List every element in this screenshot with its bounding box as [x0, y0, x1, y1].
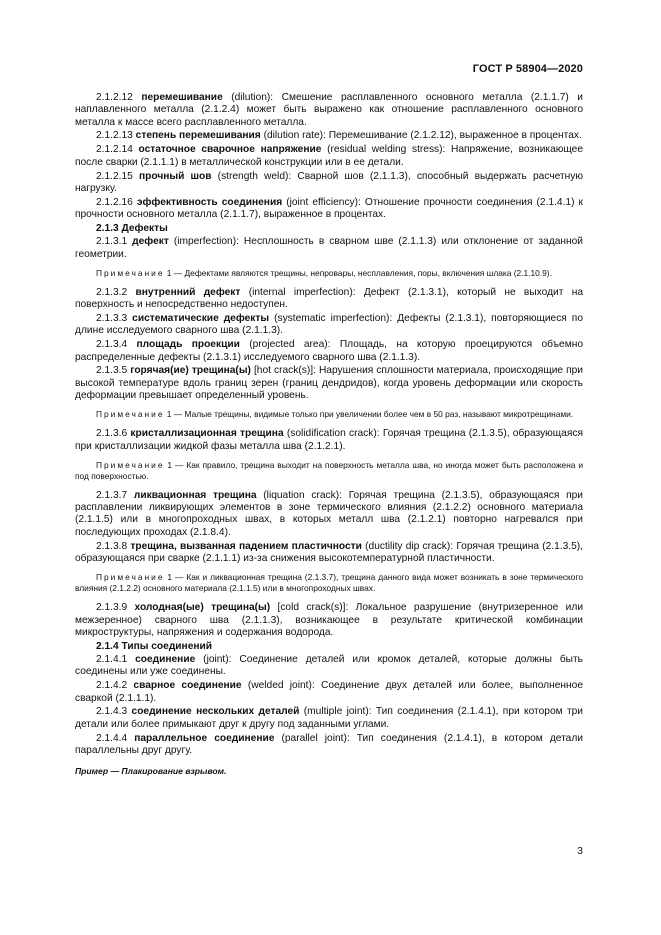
- example-text: Пример — Плакирование взрывом.: [75, 766, 227, 777]
- term-entry: [75, 428, 583, 453]
- note: [75, 268, 583, 279]
- note-text: 1 — Как правило, трещина выходит на поверхность металла шва, но иногда может быть расположена и под поверхностью.: [75, 459, 583, 481]
- page-number: 3: [577, 845, 583, 857]
- term-name: внутренний дефект: [135, 286, 241, 298]
- term-name: прочный шов: [139, 170, 212, 182]
- term-name: сварное соединение: [133, 680, 242, 692]
- term-name: трещина, вызванная падением пластичности: [130, 540, 362, 552]
- term-entry: [75, 339, 583, 364]
- term-definition: (ductility dip crack): Горячая трещина (2.1.3.5), образующаяся при сварке (2.1.1.1) из-за снижения высокотемпературной пластичности.: [75, 540, 583, 564]
- term-entry: [75, 654, 583, 679]
- term-definition: (joint efficiency): Отношение прочности соединения (2.1.4.1) к прочности основного металла (2.1.1.7), выраженное в процентах.: [75, 196, 583, 221]
- term-name: перемешивание: [141, 92, 223, 103]
- term-entry: [75, 287, 583, 312]
- term-entry: [75, 733, 583, 758]
- term-name: ликвационная трещина: [133, 489, 257, 501]
- term-definition: (liquation crack): Горячая трещина (2.1.3.5), образующаяся при расплавлении ликвирующих элементов в зоне термического влияния (2.1.2.2) основного материала (2.1.1.5) или в многопроходных швах, в которых металл шва (2.1.2.1) повторно нагревался при последующих проходах (2.1.8.4).: [75, 489, 583, 538]
- term-name: площадь проекции: [136, 339, 240, 351]
- term-number: 2.1.3.2: [96, 286, 128, 298]
- term-entry: [75, 365, 583, 402]
- term-definition: (projected area): Площадь, на которую проецируются объемно распределенные дефекты (2.1.3.1) исследуемого сварного шва (2.1.1.3).: [75, 339, 583, 363]
- note-label: Примечание: [96, 572, 165, 583]
- term-number: 2.1.3.1: [96, 236, 128, 248]
- term-entry: [75, 144, 583, 169]
- term-entry: [75, 130, 583, 142]
- term-number: 2.1.3.4: [96, 339, 128, 351]
- term-entry: [75, 313, 583, 338]
- term-definition: (solidification crack): Горячая трещина (2.1.3.5), образующаяся при кристаллизации жидкой фазы металла шва (2.1.2.1).: [75, 428, 583, 452]
- term-definition: (systematic imperfection): Дефекты (2.1.3.1), повторяющиеся по длине исследуемого сварного шва (2.1.1.3).: [75, 313, 583, 337]
- term-entry: [75, 92, 583, 129]
- term-number: 2.1.2.12: [96, 92, 133, 103]
- term-number: 2.1.2.15: [96, 170, 133, 182]
- term-name: параллельное соединение: [134, 732, 275, 744]
- term-entry: [75, 197, 583, 222]
- section-heading: 2.1.4 Типы соединений: [96, 640, 213, 652]
- section-heading: 2.1.3 Дефекты: [96, 222, 168, 234]
- term-entry: [75, 706, 583, 731]
- term-number: 2.1.2.14: [96, 144, 133, 156]
- term-entry: [75, 541, 583, 566]
- note-text: 1 — Малые трещины, видимые только при увеличении более чем в 50 раз, называют микротрещинами.: [164, 409, 574, 420]
- term-definition: (dilution rate): Перемешивание (2.1.2.12), выраженное в процентах.: [260, 130, 582, 142]
- term-entry: [75, 490, 583, 539]
- term-number: 2.1.2.13: [96, 130, 133, 142]
- term-name: холодная(ые) трещина(ы): [134, 602, 271, 614]
- term-definition: [hot crack(s)]: Нарушения сплошности материала, происходящие при высокой температуре вдоль границ зерен (границ дендридов), когда уровень деформации или скорость деформации превышает определенный уровень.: [75, 365, 583, 401]
- note-label: Примечание: [96, 459, 165, 470]
- term-entry: [75, 236, 583, 261]
- term-number: 2.1.4.4: [96, 732, 128, 744]
- term-number: 2.1.2.16: [96, 196, 133, 208]
- term-definition: (parallel joint): Тип соединения (2.1.4.1), в котором детали параллельны друг другу.: [75, 732, 583, 756]
- term-number: 2.1.3.7: [96, 489, 128, 501]
- term-definition: (strength weld): Сварной шов (2.1.1.3), способный выдержать расчетную нагрузку.: [75, 170, 583, 194]
- term-number: 2.1.3.9: [96, 602, 128, 614]
- note-label: Примечание: [96, 267, 165, 278]
- term-definition: (internal imperfection): Дефект (2.1.3.1), который не выходит на поверхность и непосредственно недоступен.: [75, 286, 583, 311]
- term-name: кристаллизационная трещина: [130, 428, 284, 440]
- note-text: 1 — Дефектами являются трещины, непровары, несплавления, поры, включения шлака (2.1.10.9).: [164, 267, 552, 278]
- term-name: степень перемешивания: [135, 130, 261, 142]
- note-text: 1 — Как и ликвационная трещина (2.1.3.7), трещина данного вида может возникать в зоне термического влияния (2.1.2.2) основного материала (2.1.1.5) или в многопроходных швах.: [75, 572, 583, 594]
- term-number: 2.1.3.3: [96, 313, 128, 325]
- term-entry: [75, 171, 583, 196]
- term-definition: (multiple joint): Тип соединения (2.1.4.1), при котором три детали или более примыкают друг к другу под заданными углами.: [75, 706, 583, 730]
- term-definition: (residual welding stress): Напряжение, возникающее после сварки (2.1.1.1) в металлической конструкции или в ее детали.: [75, 144, 583, 168]
- term-number: 2.1.4.1: [96, 654, 128, 666]
- term-definition: (imperfection): Несплошность в сварном шве (2.1.1.3) или отклонение от заданной геометрии.: [75, 236, 583, 260]
- term-entry: [75, 602, 583, 639]
- term-definition: (welded joint): Соединение двух деталей или более, выполненное сваркой (2.1.1.1).: [75, 680, 583, 704]
- term-name: соединение: [135, 654, 196, 666]
- term-definition: [cold crack(s)]: Локальное разрушение (внутризеренное или межзеренное) сварного шва (2.1.1.3), возникающее в результате критической комбинации микроструктуры, напряжения и содержания водорода.: [75, 602, 584, 638]
- note: [75, 572, 583, 594]
- document-body: [75, 92, 583, 777]
- term-entry: [75, 680, 583, 705]
- term-definition: (joint): Соединение деталей или кромок деталей, которые должны быть соединены или уже соединены.: [75, 654, 583, 678]
- term-name: систематические дефекты: [132, 313, 270, 325]
- term-number: 2.1.3.6: [96, 428, 128, 440]
- standard-code-header: ГОСТ Р 58904—2020: [472, 63, 583, 75]
- note: [75, 460, 583, 482]
- note-label: Примечание: [96, 409, 165, 420]
- term-name: дефект: [132, 236, 169, 248]
- term-definition: (dilution): Смешение расплавленного основного металла (2.1.1.7) и наплавленного металла (2.1.2.4) может быть выражено как отношение расплавленного основного металла к массе всего расплавленного металла.: [75, 92, 583, 128]
- term-number: 2.1.3.8: [96, 540, 128, 552]
- term-name: соединение нескольких деталей: [131, 706, 300, 718]
- term-name: эффективность соединения: [136, 196, 283, 208]
- term-name: остаточное сварочное напряжение: [138, 144, 322, 156]
- note: [75, 409, 583, 420]
- term-name: горячая(ие) трещина(ы): [130, 365, 251, 377]
- term-number: 2.1.4.3: [96, 706, 128, 718]
- term-number: 2.1.3.5: [96, 365, 128, 377]
- term-number: 2.1.4.2: [96, 680, 128, 692]
